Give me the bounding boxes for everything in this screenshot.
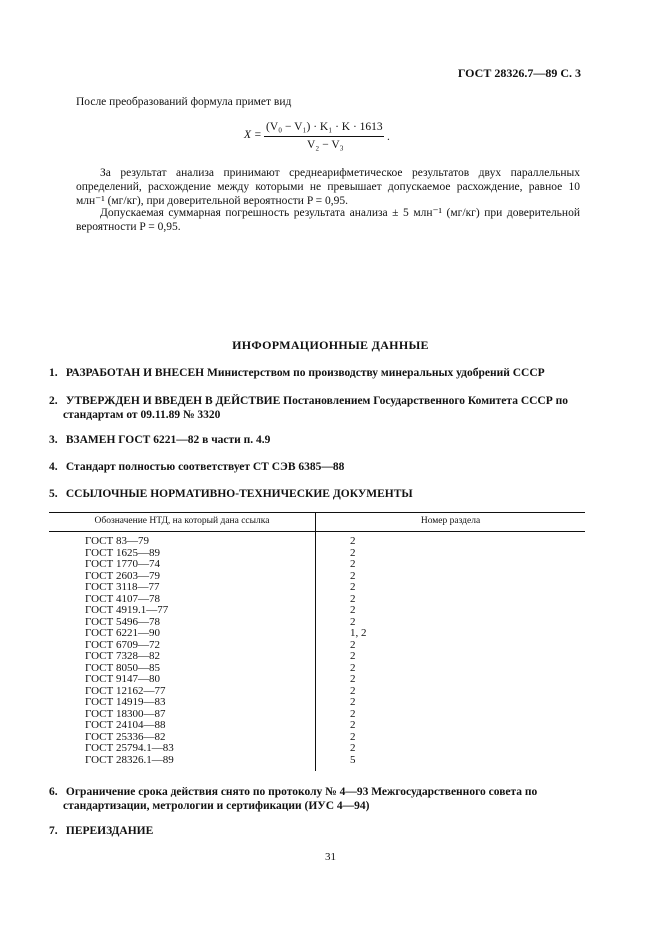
table-row-section: 2 <box>350 742 356 754</box>
table-row-doc: ГОСТ 3118—77 <box>85 581 160 593</box>
table-row-doc: ГОСТ 6709—72 <box>85 638 160 651</box>
table-row-section: 2 <box>350 592 356 605</box>
table-row-section: 2 <box>350 615 356 628</box>
table-row-section: 2 <box>350 696 356 708</box>
item-text: Ограничение срока действия снято по протоколу № 4—93 Межгосударственного совета по стандартизации, метрологии и сертификации (ИУС 4—94) <box>63 786 538 812</box>
item-text: УТВЕРЖДЕН И ВВЕДЕН В ДЕЙСТВИЕ Постановлением Государственного Комитета СССР по стандартам от 09.11.89 № 3320 <box>63 395 569 421</box>
column-header-doc: Обозначение НТД, на который дана ссылка <box>94 516 270 526</box>
table-row-section: 2 <box>350 535 356 547</box>
table-row-doc: ГОСТ 8050—85 <box>85 661 160 674</box>
table-row-section: 2 <box>350 604 356 616</box>
table-row-doc: ГОСТ 12162—77 <box>85 684 166 697</box>
table-row-doc: ГОСТ 24104—88 <box>85 719 166 731</box>
table-row-doc: ГОСТ 28326.1—89 <box>85 753 174 766</box>
table-row-doc: ГОСТ 25336—82 <box>85 730 166 743</box>
table-row-section: 5 <box>350 753 356 766</box>
table-row-doc: ГОСТ 5496—78 <box>85 615 160 628</box>
info-item-4 <box>49 461 585 475</box>
table-row-section: 2 <box>350 650 356 662</box>
fraction-bar <box>264 136 384 137</box>
info-item-6 <box>49 786 599 814</box>
formula-numerator: (V₀ − V₁) · K₁ · K · 1613 <box>266 121 383 133</box>
formula-lhs: X = <box>244 129 262 141</box>
table-row-section: 2 <box>350 730 356 743</box>
item-text: Стандарт полностью соответствует СТ СЭВ 6385—88 <box>65 461 345 473</box>
info-title: ИНФОРМАЦИОННЫЕ ДАННЫЕ <box>232 338 429 352</box>
page-number: 31 <box>325 851 336 863</box>
item-number: 4. <box>49 461 58 473</box>
table-row-doc: ГОСТ 2603—79 <box>85 569 160 582</box>
intro-text: После преобразований формула примет вид <box>76 96 292 108</box>
formula-tail: . <box>387 131 390 143</box>
table-row-doc: ГОСТ 9147—80 <box>85 673 160 685</box>
item-text: ВЗАМЕН ГОСТ 6221—82 в части п. 4.9 <box>65 434 271 446</box>
table-row-doc: ГОСТ 4107—78 <box>85 592 160 605</box>
table-row-doc: ГОСТ 1625—89 <box>85 546 160 559</box>
table-row-section: 2 <box>350 684 356 697</box>
table-row-section: 2 <box>350 569 356 582</box>
info-item-7 <box>49 825 585 839</box>
item-number: 6. <box>49 786 58 798</box>
table-row-doc: ГОСТ 25794.1—83 <box>85 742 174 754</box>
table-row-doc: ГОСТ 14919—83 <box>85 696 166 708</box>
table-row-doc: ГОСТ 7328—82 <box>85 650 160 662</box>
formula <box>244 121 404 155</box>
info-item-5 <box>49 488 585 502</box>
table-row-doc: ГОСТ 6221—90 <box>85 627 160 639</box>
item-text: ССЫЛОЧНЫЕ НОРМАТИВНО-ТЕХНИЧЕСКИЕ ДОКУМЕНТЫ <box>65 488 413 500</box>
table-header-rule <box>49 531 585 532</box>
table-row-section: 2 <box>350 707 356 720</box>
item-number: 1. <box>49 367 58 379</box>
table-row-doc: ГОСТ 1770—74 <box>85 558 160 570</box>
table-row-section: 2 <box>350 673 356 685</box>
item-number: 5. <box>49 488 58 500</box>
table-row-section: 2 <box>350 661 356 674</box>
info-item-2 <box>49 395 599 423</box>
table-row-section: 2 <box>350 546 356 559</box>
item-number: 7. <box>49 825 58 837</box>
paragraph-result: За результат анализа принимают среднеарифметическое результатов двух параллельных определений, расхождение между которыми не превышает допускаемое расхождение, равное 10 млн⁻¹ (мг/кг), при доверительной вероятности P = 0,95. <box>76 167 580 207</box>
table-top-rule <box>49 512 585 513</box>
column-header-section: Номер раздела <box>420 516 481 526</box>
item-text: РАЗРАБОТАН И ВНЕСЕН Министерством по производству минеральных удобрений СССР <box>65 367 545 379</box>
info-item-3 <box>49 434 585 448</box>
page-header: ГОСТ 28326.7—89 С. 3 <box>457 66 581 80</box>
table-row-section: 2 <box>350 558 356 570</box>
table-row-section: 1, 2 <box>350 627 367 639</box>
item-number: 2. <box>49 395 58 407</box>
item-text: ПЕРЕИЗДАНИЕ <box>65 825 154 837</box>
table-row-doc: ГОСТ 18300—87 <box>85 707 166 720</box>
item-number: 3. <box>49 434 58 446</box>
table-row-section: 2 <box>350 581 356 593</box>
table-row-doc: ГОСТ 83—79 <box>85 535 149 547</box>
paragraph-error: Допускаемая суммарная погрешность результата анализа ± 5 млн⁻¹ (мг/кг) при доверительной вероятности P = 0,95. <box>76 207 580 233</box>
table-column-divider <box>315 512 316 771</box>
formula-denominator: V₂ − V₃ <box>307 139 344 151</box>
table-row-section: 2 <box>350 638 356 651</box>
table-row-section: 2 <box>350 719 356 731</box>
info-item-1 <box>49 367 585 381</box>
table-row-doc: ГОСТ 4919.1—77 <box>85 604 169 616</box>
